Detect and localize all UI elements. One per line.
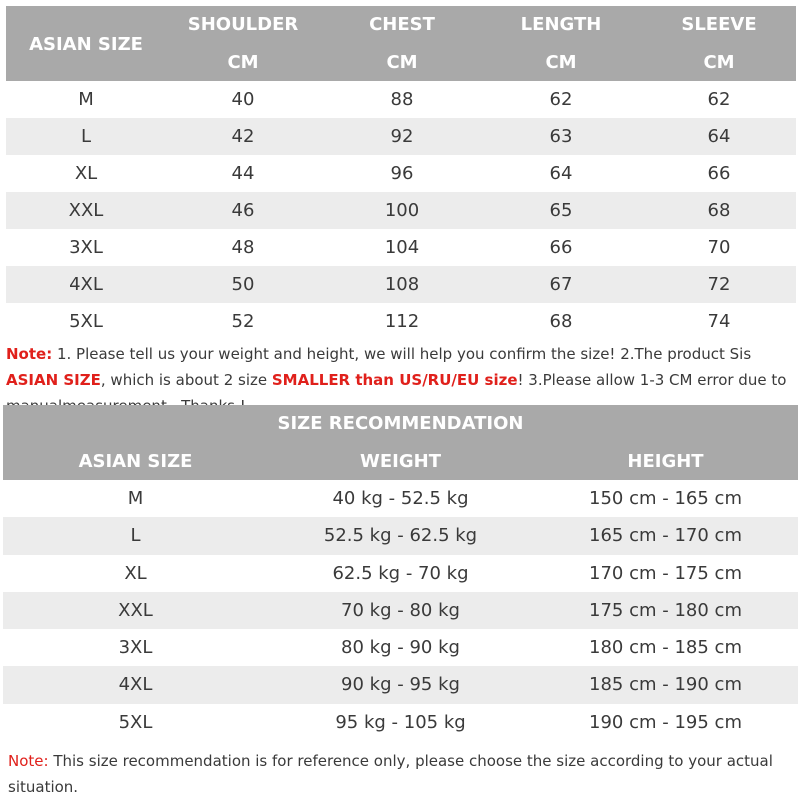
header-weight: WEIGHT [360,451,441,472]
weight-cell: 62.5 kg - 70 kg [332,562,469,584]
chest-cell: 108 [384,274,420,295]
size-cell: XL [124,562,147,584]
weight-cell: 52.5 kg - 62.5 kg [323,525,478,547]
header-shoulder-unit: CM [227,52,259,73]
sleeve-cell: 70 [707,237,731,258]
sleeve-cell: 64 [707,126,731,147]
note-text-a: 1. Please tell us your weight and height, we will help you confirm the size! 2.The product Sis [52,345,752,363]
chest-cell: 96 [390,163,414,184]
sleeve-cell: 74 [707,311,731,332]
table-row [3,704,798,741]
height-cell: 180 cm - 185 cm [589,637,742,659]
length-cell: 62 [549,89,573,110]
table-row [3,480,798,517]
length-cell: 65 [549,200,573,221]
shoulder-cell: 52 [231,311,255,332]
height-cell: 175 cm - 180 cm [589,599,742,621]
header-chest-unit: CM [386,52,418,73]
chest-cell: 100 [384,200,420,221]
size-cell: 4XL [118,674,153,696]
header-asian-size: ASIAN SIZE [78,451,193,472]
weight-cell: 80 kg - 90 kg [341,637,460,659]
table-row [6,303,796,340]
table-row [6,266,796,303]
shoulder-cell: 48 [231,237,255,258]
sleeve-cell: 62 [707,89,731,110]
note-highlight-asian-size: ASIAN SIZE [6,371,101,389]
recommendation-note [8,748,796,800]
size-cell: 5XL [69,311,103,332]
chest-cell: 92 [390,126,414,147]
header-sleeve-unit: CM [703,52,735,73]
chest-cell: 88 [390,89,414,110]
length-cell: 64 [549,163,573,184]
size-cell: M [78,89,94,110]
size-cell: 5XL [118,711,153,733]
note-text-c: ! 3.Please allow 1-3 CM error due to [517,371,787,389]
table-row [6,118,796,155]
size-cell: 4XL [69,274,103,295]
table-row [6,192,796,229]
weight-cell: 40 kg - 52.5 kg [332,488,469,509]
size-cell: 3XL [69,237,103,258]
weight-cell: 90 kg - 95 kg [341,674,460,696]
recommendation-body [3,480,798,741]
length-cell: 68 [549,311,573,332]
height-cell: 185 cm - 190 cm [589,674,742,696]
table-row [6,81,796,118]
note-label: Note: [6,345,53,363]
weight-cell: 95 kg - 105 kg [335,711,466,733]
shoulder-cell: 42 [231,126,255,147]
sleeve-cell: 66 [707,163,731,184]
height-cell: 150 cm - 165 cm [589,488,742,509]
size-cell: M [127,488,144,509]
length-cell: 63 [549,126,573,147]
table-row [3,629,798,666]
table-row [3,517,798,554]
sleeve-cell: 72 [707,274,731,295]
table-row [3,555,798,592]
header-length-unit: CM [545,52,577,73]
table-row [3,666,798,703]
header-height: HEIGHT [627,451,704,472]
shoulder-cell: 50 [231,274,255,295]
chest-cell: 104 [384,237,420,258]
length-cell: 66 [549,237,573,258]
size-chart-body [6,81,796,340]
table-row [3,592,798,629]
weight-cell: 70 kg - 80 kg [341,599,460,621]
recommendation-header [3,405,798,480]
size-cell: L [130,525,141,547]
note-text: This size recommendation is for reference only, please choose the size according to your actual situation. [8,752,773,796]
table-row [6,155,796,192]
sleeve-cell: 68 [707,200,731,221]
height-cell: 165 cm - 170 cm [589,525,742,547]
height-cell: 190 cm - 195 cm [589,711,742,733]
note-label: Note: [8,752,49,770]
size-cell: XXL [118,599,153,621]
note-highlight-smaller: SMALLER than US/RU/EU size [271,371,518,389]
recommendation-title: SIZE RECOMMENDATION [277,413,524,434]
shoulder-cell: 40 [231,89,255,110]
shoulder-cell: 46 [231,200,255,221]
chest-cell: 112 [384,311,420,332]
note-text-b: , which is about 2 size [100,371,272,389]
height-cell: 170 cm - 175 cm [589,562,742,584]
size-cell: XL [74,163,98,184]
table-row [6,229,796,266]
shoulder-cell: 44 [231,163,255,184]
size-note [6,341,798,397]
header-shoulder: SHOULDER [187,14,299,35]
size-cell: XXL [68,200,104,221]
size-cell: L [80,126,92,147]
length-cell: 67 [549,274,573,295]
size-chart-header [6,6,796,81]
header-length: LENGTH [520,14,602,35]
size-cell: 3XL [118,637,153,659]
header-asian-size: ASIAN SIZE [29,34,143,55]
header-sleeve: SLEEVE [681,14,757,35]
header-chest: CHEST [369,14,435,35]
